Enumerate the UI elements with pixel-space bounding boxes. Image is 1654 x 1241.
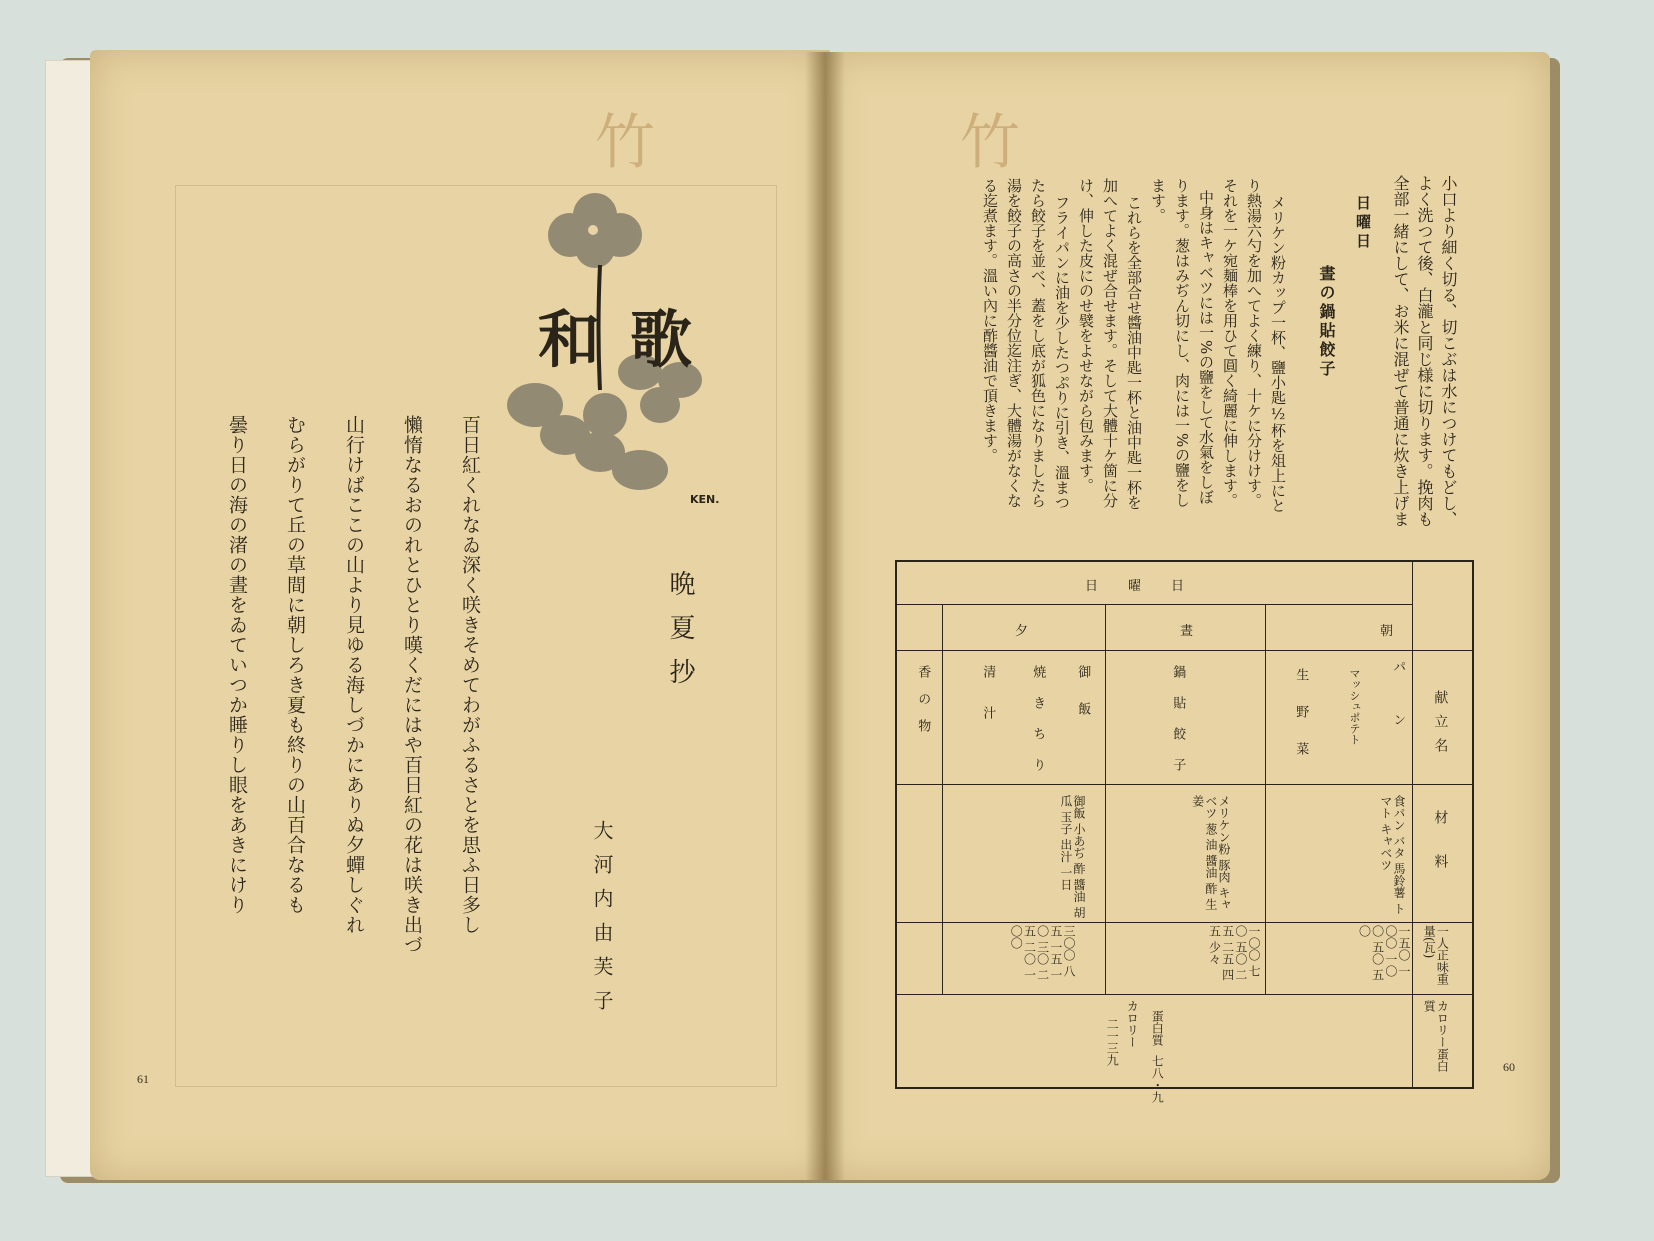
show-through-mark: 竹: [595, 108, 655, 178]
row-label: 材料: [1432, 810, 1449, 898]
poem-line: 懶惰なるおのれとひとり嘆くだにはや百日紅の花は咲き出づ: [401, 415, 423, 955]
weight-list: 三〇〇 八五 一五 一〇 三〇 二五 二〇 一〇〇: [1009, 925, 1076, 981]
table-rule: [1412, 562, 1413, 1087]
table-rule: [897, 994, 1472, 995]
table-header: 日曜日: [1085, 579, 1215, 594]
recipe-line: それを一ケ宛麺棒を用ひて圓く綺麗に伸します。: [1221, 178, 1239, 508]
recipe-line: ます。: [1149, 178, 1167, 223]
intro-line: よく洗つて後、白瀧と同じ様に切ります。挽肉も: [1415, 175, 1434, 527]
poem-line: 曇り日の海の渚の晝をゐていつか睡りし眼をあきにけり: [226, 415, 248, 915]
protein-value: 七八・九: [1150, 1055, 1165, 1103]
menu-item: 香の物: [915, 665, 931, 746]
meal-header-dinner: 夕: [1015, 624, 1059, 639]
title-art: 和歌: [538, 303, 723, 376]
poem-line: むらがりて丘の草間に朝しろき夏も終りの山百合なるも: [284, 415, 306, 915]
table-rule: [897, 604, 1412, 605]
row-label: 一人正味重量(瓦): [1422, 925, 1450, 985]
row-label: カロリー蛋白質: [1422, 1000, 1450, 1072]
page-number-right: 60: [1503, 1060, 1515, 1074]
calorie-value: 二一三九: [1105, 1018, 1120, 1066]
clover-center: [588, 225, 598, 235]
recipe-title: 晝の鍋貼餃子: [1317, 265, 1336, 379]
menu-item: マッシュポテト: [1348, 668, 1361, 745]
ingredient-list: メリケン粉 豚肉 キャベツ 葱 油 醬油 酢 生姜: [1190, 795, 1231, 911]
recipe-line: メリケン粉カップ一杯、鹽小匙½杯を俎上にと: [1269, 195, 1287, 513]
weight-list: 一〇〇 七〇 五〇 二五 二五 四 五 少々: [1207, 925, 1261, 981]
page-number-left: 61: [137, 1072, 149, 1086]
art-signature: KEN.: [690, 493, 720, 506]
calorie-label: カロリー: [1125, 1000, 1140, 1048]
ingredient-list: 食パン バタ 馬鈴薯 トマト キャベツ: [1378, 795, 1406, 915]
recipe-line: る迄煮ます。溫い內に酢醬油で頂きます。: [981, 178, 999, 463]
poem-title: 晩夏抄: [665, 570, 695, 702]
menu-item: パン: [1390, 660, 1406, 766]
recipe-line: 加へてよく混ぜ合せます。そして大體十ケ箇に分: [1101, 178, 1119, 508]
recipe-line: これらを全部合せ醬油中匙一杯と油中匙一杯を: [1125, 195, 1143, 510]
menu-item: 焼きちり: [1030, 665, 1046, 789]
recipe-line: け、伸した皮にのせ襞をよせながら包みます。: [1077, 178, 1095, 493]
recipe-line: 中身はキャベツには一%の鹽をして水氣をしぼ: [1197, 190, 1215, 505]
menu-item: 鍋貼餃子: [1170, 665, 1186, 789]
ingredient-list: 御飯 小あぢ 酢 醬油 胡瓜 玉子 出汁 一日: [1058, 795, 1086, 919]
show-through-mark: 竹: [960, 108, 1020, 178]
meal-header-breakfast: 朝: [1380, 624, 1424, 639]
clover-leaf: [640, 387, 680, 423]
protein-label: 蛋白質: [1150, 1010, 1165, 1046]
weight-list: 一五〇 一〇〇 一〇〇 五〇 五〇: [1357, 925, 1411, 981]
clover-leaf: [612, 450, 668, 490]
recipe-line: り熱湯六勺を加へてよく練り、十ケに分けけす。: [1245, 178, 1263, 508]
recipe-line: フライパンに油を少したつぷりに引き、溫まつ: [1053, 195, 1071, 510]
poem-line: 百日紅くれなゐ深く咲きそめてわがふるさとを思ふ日多し: [459, 415, 481, 935]
menu-item: 御飯: [1075, 665, 1091, 739]
meal-header-lunch: 晝: [1180, 624, 1224, 639]
recipe-line: ります。葱はみぢん切にし、肉には一%の鹽をし: [1173, 178, 1191, 508]
author-name: 大河内由芙子: [590, 820, 614, 1024]
intro-line: 全部一緒にして、お米に混ぜて普通に炊き上げま: [1391, 175, 1410, 527]
recipe-line: たら餃子を並べ、蓋をし底が狐色になりましたら: [1029, 178, 1047, 508]
intro-line: 小口より細く切る、切こぶは水につけてもどし、: [1439, 175, 1458, 527]
row-label: 献立名: [1432, 690, 1449, 762]
gutter-shadow: [805, 52, 845, 1180]
table-rule: [897, 650, 1472, 651]
recipe-line: 湯を餃子の高さの半分位迄注ぎ、大體湯がなくな: [1005, 178, 1023, 508]
clover-leaf: [583, 393, 627, 437]
poem-line: 山行けばここの山より見ゆる海しづかにありぬ夕蟬しぐれ: [343, 415, 365, 935]
table-rule: [897, 922, 1472, 923]
section-heading: 日曜日: [1354, 195, 1372, 252]
menu-item: 生野菜: [1293, 668, 1309, 779]
menu-item: 清汁: [980, 665, 996, 747]
